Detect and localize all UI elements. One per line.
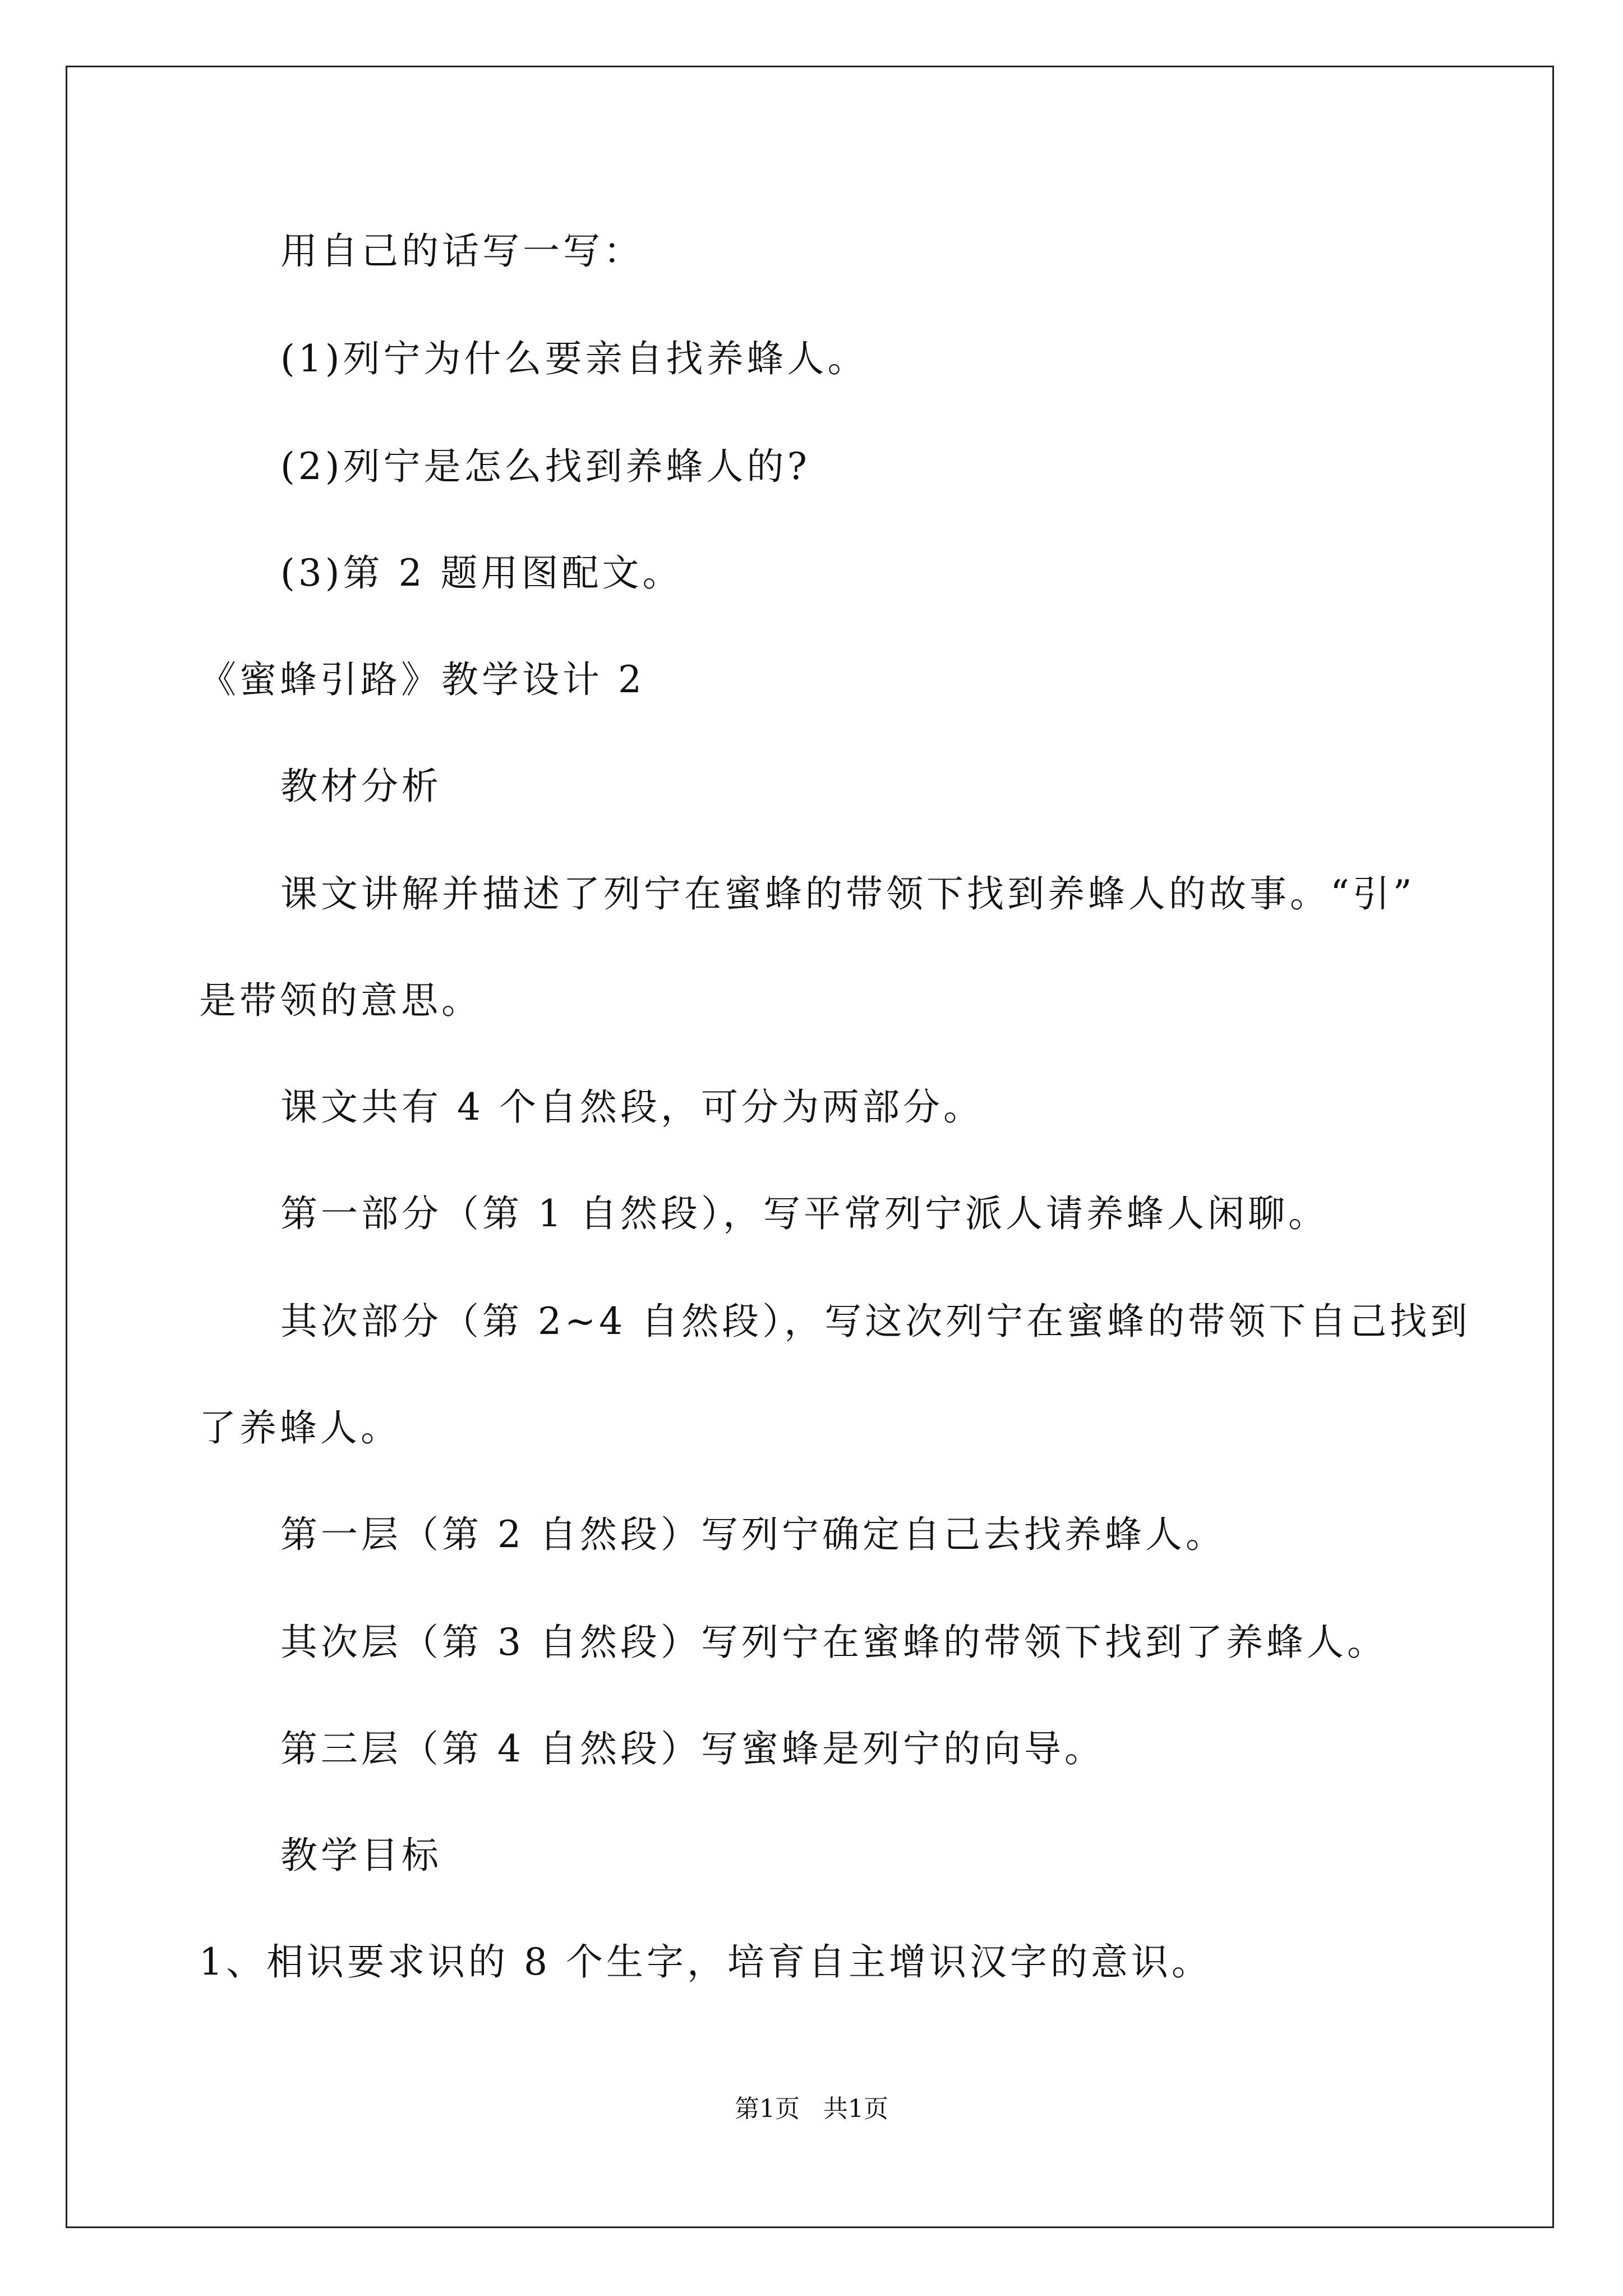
question-3: (3)第 2 题用图配文。 <box>280 551 683 595</box>
question-2: (2)列宁是怎么找到养蜂人的? <box>280 445 810 488</box>
text-line-1: 用自己的话写一写： <box>280 229 644 273</box>
paragraph-line: 课文共有 4 个自然段，可分为两部分。 <box>280 1085 984 1129</box>
page-border <box>66 66 1554 2228</box>
page-footer: 第1页 共1页 <box>735 2095 888 2123</box>
paragraph-line: 第一层（第 2 自然段）写列宁确定自己去找养蜂人。 <box>280 1513 1226 1556</box>
paragraph-line: 课文讲解并描述了列宁在蜜蜂的带领下找到养蜂人的故事。“引” <box>280 872 1415 915</box>
question-1: (1)列宁为什么要亲自找养蜂人。 <box>280 337 868 380</box>
paragraph-line: 第一部分（第 1 自然段），写平常列宁派人请养蜂人闲聊。 <box>280 1192 1329 1235</box>
paragraph-line: 其次部分（第 2~4 自然段），写这次列宁在蜜蜂的带领下自己找到 <box>280 1300 1471 1343</box>
paragraph-line: 其次层（第 3 自然段）写列宁在蜜蜂的带领下找到了养蜂人。 <box>280 1621 1387 1664</box>
paragraph-line: 第三层（第 4 自然段）写蜜蜂是列宁的向导。 <box>280 1727 1105 1770</box>
goal-item-1: 1、相识要求识的 8 个生字，培育自主增识汉字的意识。 <box>199 1940 1212 1984</box>
section-heading: 《蜜蜂引路》教学设计 2 <box>199 658 645 701</box>
subheading-material-analysis: 教材分析 <box>280 765 442 808</box>
paragraph-line-continued: 是带领的意思。 <box>199 979 482 1022</box>
paragraph-line-continued: 了养蜂人。 <box>199 1406 401 1450</box>
subheading-teaching-goals: 教学目标 <box>280 1834 442 1877</box>
